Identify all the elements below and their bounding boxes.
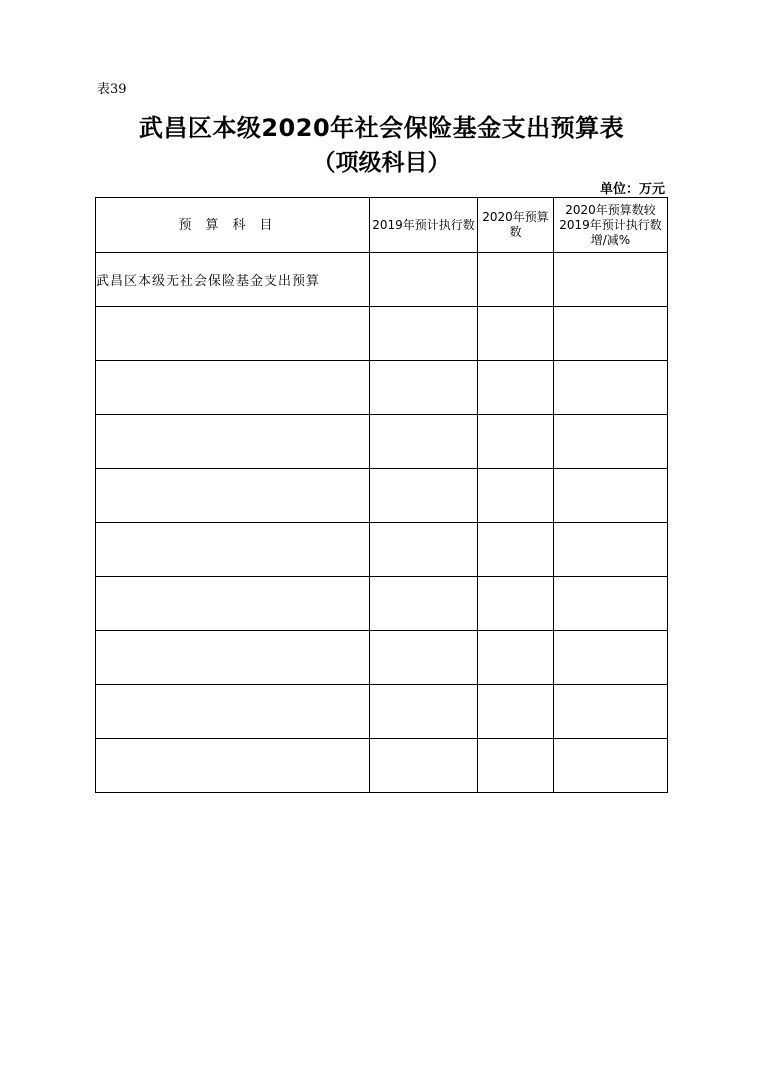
table-cell	[478, 523, 554, 577]
table-cell	[478, 415, 554, 469]
table-row	[96, 253, 668, 307]
table-number: 表39	[97, 82, 127, 97]
table-cell	[554, 253, 668, 307]
table-cell	[370, 631, 478, 685]
table-cell	[554, 523, 668, 577]
table-cell	[96, 577, 370, 631]
table-cell	[96, 685, 370, 739]
table-cell	[478, 739, 554, 793]
table-row	[96, 577, 668, 631]
table-cell	[370, 469, 478, 523]
table-row	[96, 685, 668, 739]
table-cell	[96, 307, 370, 361]
table-cell	[554, 361, 668, 415]
table-cell	[370, 685, 478, 739]
header-2020-budget: 2020年预算数	[478, 198, 554, 253]
table-cell	[478, 631, 554, 685]
table-cell	[554, 469, 668, 523]
header-change-percent: 2020年预算数较2019年预计执行数增/减%	[554, 198, 668, 253]
table-cell	[96, 631, 370, 685]
table-cell	[370, 361, 478, 415]
table-cell	[478, 361, 554, 415]
header-2019-estimated: 2019年预计执行数	[370, 198, 478, 253]
table-cell	[96, 469, 370, 523]
table-cell	[370, 415, 478, 469]
table-row	[96, 739, 668, 793]
budget-table	[95, 197, 668, 793]
table-cell	[478, 577, 554, 631]
table-cell	[554, 685, 668, 739]
table-cell	[478, 307, 554, 361]
table-cell	[554, 307, 668, 361]
page-subtitle: （项级科目）	[312, 150, 451, 176]
table-row	[96, 307, 668, 361]
table-cell	[96, 523, 370, 577]
table-cell	[554, 631, 668, 685]
table-cell: 武昌区本级无社会保险基金支出预算	[96, 253, 370, 307]
table-cell	[370, 307, 478, 361]
header-budget-subject: 预算科目	[96, 198, 370, 253]
table-row	[96, 415, 668, 469]
table-cell	[370, 577, 478, 631]
table-cell	[554, 415, 668, 469]
table-cell	[554, 577, 668, 631]
table-cell	[96, 739, 370, 793]
table-cell	[96, 415, 370, 469]
table-cell	[96, 361, 370, 415]
table-header-row	[96, 198, 668, 253]
unit-label: 单位：万元	[599, 182, 665, 197]
table-cell	[370, 253, 478, 307]
table-body	[96, 253, 668, 793]
table-cell	[478, 253, 554, 307]
table-cell	[370, 523, 478, 577]
table-row	[96, 469, 668, 523]
table-row	[96, 361, 668, 415]
page-title: 武昌区本级2020年社会保险基金支出预算表	[138, 114, 625, 142]
table-cell	[478, 685, 554, 739]
table-row	[96, 523, 668, 577]
table-cell	[478, 469, 554, 523]
table-cell	[370, 739, 478, 793]
table-cell	[554, 739, 668, 793]
table-row	[96, 631, 668, 685]
